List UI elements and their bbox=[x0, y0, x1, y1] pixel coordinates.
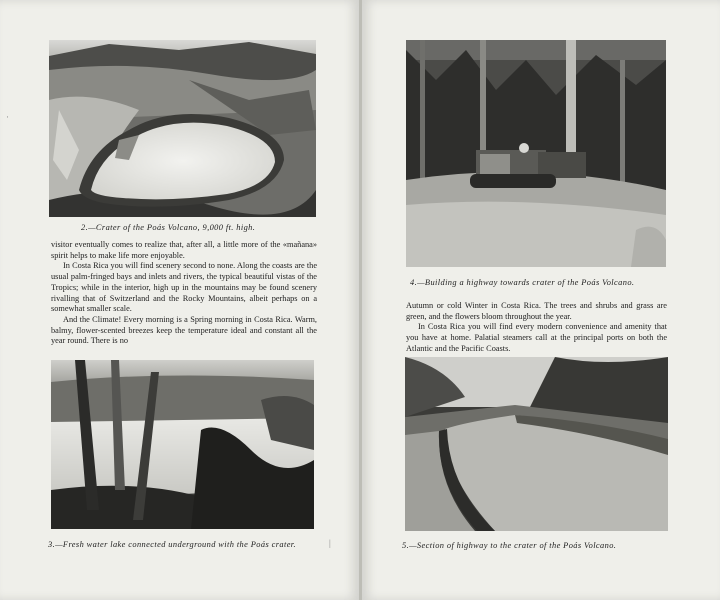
left-page bbox=[0, 0, 359, 600]
margin-mark: · bbox=[6, 112, 9, 122]
highway-section-photo bbox=[405, 357, 668, 531]
photo-caption: 4.—Building a highway towards crater of the Poás Volcano. bbox=[410, 278, 635, 287]
highway-construction-photo bbox=[406, 40, 666, 267]
crater-photo bbox=[49, 40, 316, 217]
paragraph: In Costa Rica you will find scenery second to none. Along the coasts are the usual palm-fringed bays and inlets and rivers, the typical beautiful vistas of the Tropics; while in the interior, high up in the mountains may be found scenery rivalling that of Switzerland and the Rocky Mountains, albeit perhaps on a somewhat smaller scale. bbox=[51, 261, 317, 314]
body-text bbox=[51, 240, 317, 347]
lake-photo bbox=[51, 360, 314, 529]
paragraph: visitor eventually comes to realize that, after all, a little more of the «mañana» spirit helps to make life more enjoyable. bbox=[51, 240, 317, 260]
photo-caption: 5.—Section of highway to the crater of the Poás Volcano. bbox=[402, 541, 617, 550]
photo-caption: 3.—Fresh water lake connected underground with the Poás crater. bbox=[48, 540, 297, 549]
paragraph: Autumn or cold Winter in Costa Rica. The trees and shrubs and grass are green, and the flowers bloom throughout the year. bbox=[406, 301, 667, 321]
right-page bbox=[362, 0, 720, 600]
photo-caption: 2.—Crater of the Poás Volcano, 9,000 ft. high. bbox=[81, 223, 256, 232]
paragraph: In Costa Rica you will find every modern convenience and amenity that you have at home. Palatial steamers call at the principal ports on both the Atlantic and the Pacific Coasts. bbox=[406, 322, 667, 353]
body-text bbox=[406, 301, 667, 355]
paragraph: And the Climate! Every morning is a Spring morning in Costa Rica. Warm, balmy, flower-scented breezes keep the temperature ideal and constant all the year round. There is no bbox=[51, 314, 317, 346]
margin-mark: | bbox=[329, 538, 331, 548]
